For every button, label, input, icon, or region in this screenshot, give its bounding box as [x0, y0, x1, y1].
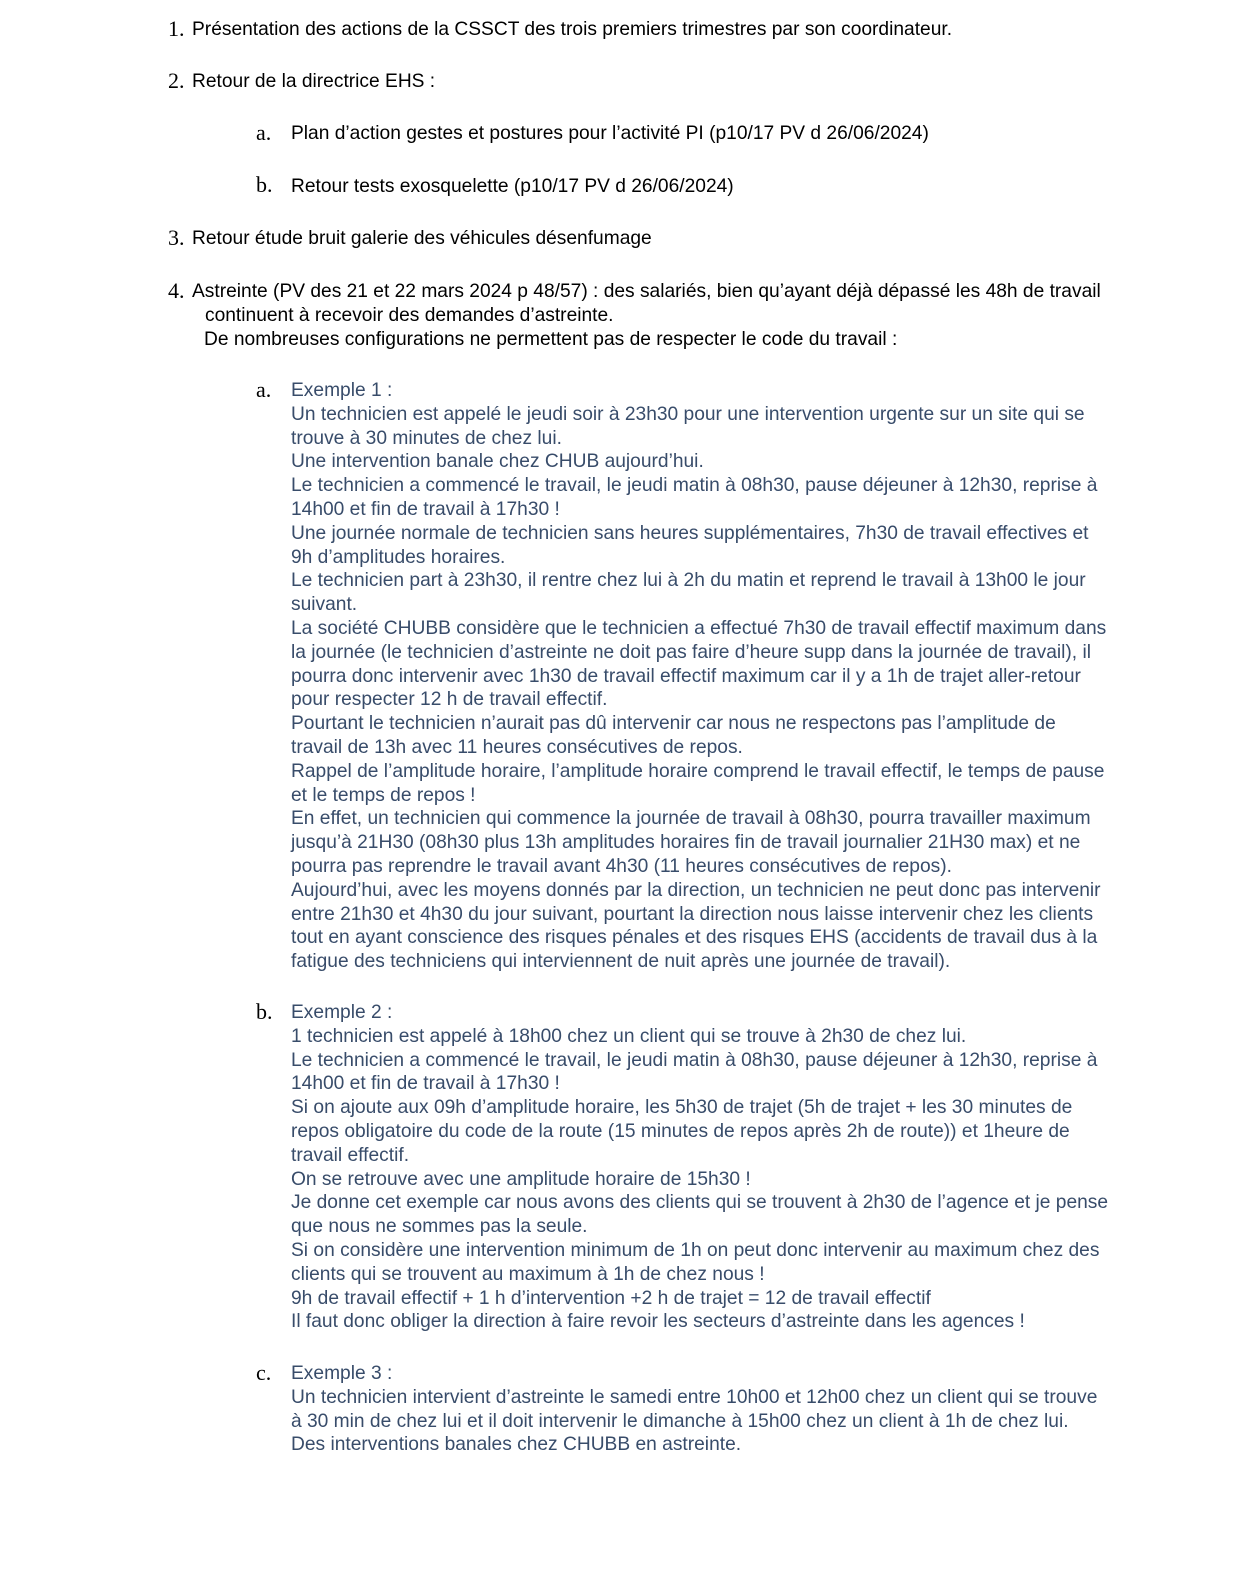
subitem-letter: a.: [256, 120, 272, 145]
example-letter: c.: [256, 1360, 272, 1385]
example-block: [291, 1001, 1186, 1334]
example-line: La société CHUBB considère que le technicien a effectué 7h30 de travail effectif maximum dans: [291, 617, 1107, 639]
example-line: On se retrouve avec une amplitude horaire de 15h30 !: [291, 1168, 751, 1190]
example-line: Le technicien part à 23h30, il rentre chez lui à 2h du matin et reprend le travail à 13h00 le jour: [291, 570, 1086, 592]
example-line: Si on considère une intervention minimum de 1h on peut donc intervenir au maximum chez des: [291, 1239, 1100, 1261]
subitem-text: Plan d’action gestes et postures pour l’activité PI (p10/17 PV d 26/06/2024): [291, 123, 929, 144]
example-line: 14h00 et fin de travail à 17h30 !: [291, 1073, 560, 1095]
item-text: Astreinte (PV des 21 et 22 mars 2024 p 48/57) : des salariés, bien qu’ayant déjà dépassé les 48h de travail: [192, 281, 1101, 302]
example-block: [291, 379, 1186, 974]
example-line: Rappel de l’amplitude horaire, l’amplitude horaire comprend le travail effectif, le temps de pause: [291, 760, 1105, 782]
example-line: Des interventions banales chez CHUBB en astreinte.: [291, 1434, 742, 1456]
item-continuation: [205, 304, 1195, 352]
example-line: travail de 13h avec 11 heures consécutives de repos.: [291, 736, 743, 758]
example-line: 1 technicien est appelé à 18h00 chez un client qui se trouve à 2h30 de chez lui.: [291, 1025, 967, 1047]
example-line: que nous ne sommes pas la seule.: [291, 1216, 588, 1238]
subitem-letter: b.: [256, 172, 273, 197]
example-block: [291, 1362, 1186, 1457]
item-text: Retour de la directrice EHS :: [192, 71, 436, 92]
continuation-line: continuent à recevoir des demandes d’astreinte.: [205, 305, 614, 326]
example-line: Une intervention banale chez CHUB aujourd’hui.: [291, 451, 704, 473]
item-text: Présentation des actions de la CSSCT des trois premiers trimestres par son coordinateur.: [192, 19, 953, 40]
example-line: fatigue des techniciens qui interviennent de nuit après une journée de travail).: [291, 951, 951, 973]
example-line: clients qui se trouvent au maximum à 1h de chez nous !: [291, 1263, 765, 1285]
example-line: à 30 min de chez lui et il doit intervenir le dimanche à 15h00 chez un client à 1h de chez lui.: [291, 1410, 1069, 1432]
example-line: pourra donc intervenir avec 1h30 de travail effectif maximum car il y a 1h de trajet aller-retour: [291, 665, 1081, 687]
item-text: Retour étude bruit galerie des véhicules désenfumage: [192, 228, 652, 249]
continuation-line: De nombreuses configurations ne permettent pas de respecter le code du travail :: [204, 328, 898, 350]
example-line: Pourtant le technicien n’aurait pas dû intervenir car nous ne respectons pas l’amplitude de: [291, 713, 1056, 735]
example-line: pour respecter 12 h de travail effectif.: [291, 689, 608, 711]
example-line: 14h00 et fin de travail à 17h30 !: [291, 498, 560, 520]
example-line: Un technicien est appelé le jeudi soir à 23h30 pour une intervention urgente sur un site qui se: [291, 403, 1085, 425]
example-line: 9h de travail effectif + 1 h d’intervention +2 h de trajet = 12 de travail effectif: [291, 1287, 931, 1309]
example-letter: b.: [256, 999, 273, 1024]
item-number: 1.: [168, 16, 185, 41]
example-title: Exemple 3 :: [291, 1363, 393, 1384]
item-number: 4.: [168, 278, 185, 303]
example-line: Le technicien a commencé le travail, le jeudi matin à 08h30, pause déjeuner à 12h30, reprise à: [291, 475, 1098, 497]
example-line: Le technicien a commencé le travail, le jeudi matin à 08h30, pause déjeuner à 12h30, reprise à: [291, 1049, 1098, 1071]
example-line: Une journée normale de technicien sans heures supplémentaires, 7h30 de travail effectives et: [291, 522, 1089, 544]
example-line: jusqu’à 21H30 (08h30 plus 13h amplitudes horaires fin de travail journalier 21H30 max) et ne: [291, 832, 1081, 854]
subitem-text: Retour tests exosquelette (p10/17 PV d 26/06/2024): [291, 176, 734, 197]
example-line: Je donne cet exemple car nous avons des clients qui se trouvent à 2h30 de l’agence et je pense: [291, 1192, 1109, 1214]
example-line: trouve à 30 minutes de chez lui.: [291, 427, 562, 449]
example-line: repos obligatoire du code de la route (15 minutes de repos après 2h de route)) et 1heure de: [291, 1120, 1070, 1142]
example-line: Un technicien intervient d’astreinte le samedi entre 10h00 et 12h00 chez un client qui se trouve: [291, 1386, 1098, 1408]
example-line: tout en ayant conscience des risques pénales et des risques EHS (accidents de travail dus à la: [291, 927, 1098, 949]
example-line: 9h d’amplitudes horaires.: [291, 546, 506, 568]
item-number: 2.: [168, 68, 185, 93]
example-line: Si on ajoute aux 09h d’amplitude horaire, les 5h30 de trajet (5h de trajet + les 30 minutes de: [291, 1097, 1073, 1119]
example-line: Il faut donc obliger la direction à faire revoir les secteurs d’astreinte dans les agences !: [291, 1311, 1025, 1333]
example-line: entre 21h30 et 4h30 du jour suivant, pourtant la direction nous laisse intervenir chez les clients: [291, 903, 1094, 925]
example-line: pourra pas reprendre le travail avant 4h30 (11 heures consécutives de repos).: [291, 855, 952, 877]
example-line: En effet, un technicien qui commence la journée de travail à 08h30, pourra travailler maximum: [291, 808, 1091, 830]
example-line: suivant.: [291, 594, 358, 616]
example-title: Exemple 1 :: [291, 380, 393, 401]
item-number: 3.: [168, 225, 185, 250]
example-title: Exemple 2 :: [291, 1002, 393, 1023]
example-letter: a.: [256, 377, 272, 402]
example-line: travail effectif.: [291, 1144, 410, 1166]
example-line: et le temps de repos !: [291, 784, 476, 806]
example-line: Aujourd’hui, avec les moyens donnés par la direction, un technicien ne peut donc pas intervenir: [291, 879, 1101, 901]
example-line: la journée (le technicien d’astreinte ne doit pas faire d’heure supp dans la journée de travail), il: [291, 641, 1091, 663]
